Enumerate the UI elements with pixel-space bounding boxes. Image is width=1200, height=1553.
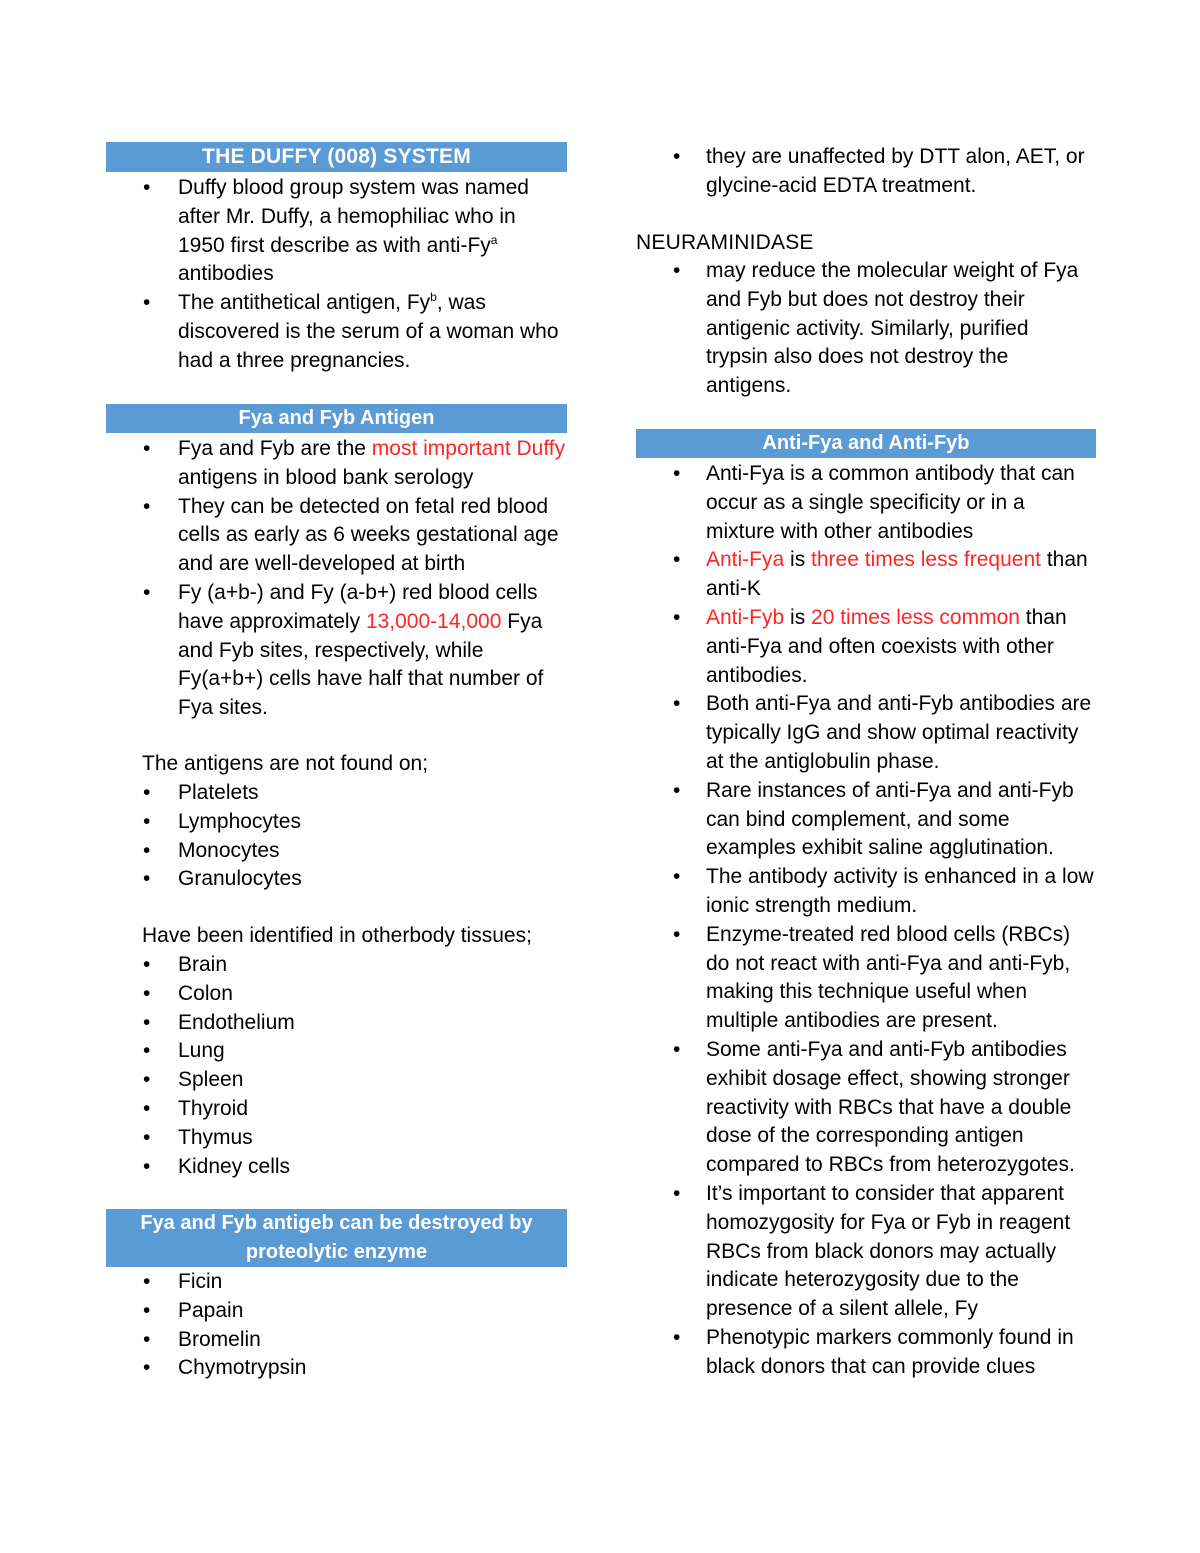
list-item: • Fy (a+b-) and Fy (a-b+) red blood cells have approximately 13,000-14,000 Fya and Fyb sites, respectively, while Fy(a+b+) cells have half that number of Fya sites. xyxy=(106,579,567,723)
list-item: • Ficin xyxy=(106,1268,567,1297)
list-item: • they are unaffected by DTT alon, AET, or glycine-acid EDTA treatment. xyxy=(636,143,1096,201)
list-item: • Kidney cells xyxy=(106,1153,567,1182)
list-item: • Granulocytes xyxy=(106,865,567,894)
list-item: • may reduce the molecular weight of Fya and Fyb but does not destroy their antigenic activity. Similarly, purified trypsin also does not destroy the antigens. xyxy=(636,257,1096,401)
antigen-header: Fya and Fyb Antigen xyxy=(106,404,567,433)
list-item: • The antithetical antigen, Fy$^b$, was discovered is the serum of a woman who had a three pregnancies. xyxy=(106,289,567,375)
neuraminidase-heading: NEURAMINIDASE xyxy=(636,231,814,254)
list-item: • Both anti-Fya and anti-Fyb antibodies are typically IgG and show optimal reactivity at the antiglobulin phase. xyxy=(636,690,1096,776)
list-item: • Phenotypic markers commonly found in black donors that can provide clues xyxy=(636,1324,1096,1382)
list-item: • Anti-Fya is three times less frequent than anti-K xyxy=(636,546,1096,604)
list-item: • Rare instances of anti-Fya and anti-Fyb can bind complement, and some examples exhibit saline agglutination. xyxy=(636,777,1096,863)
highlight-text: 20 times less common xyxy=(811,605,1020,629)
anti-header: Anti-Fya and Anti-Fyb xyxy=(636,429,1096,458)
list-item: • Spleen xyxy=(106,1066,567,1095)
highlight-text: Anti-Fyb xyxy=(706,605,785,629)
list-item: • They can be detected on fetal red blood cells as early as 6 weeks gestational age and are well-developed at birth xyxy=(106,493,567,579)
identified-label: Have been identified in otherbody tissues; xyxy=(142,924,532,947)
antigen-list xyxy=(106,435,567,723)
not-found-list xyxy=(106,779,567,894)
highlight-text: most important Duffy xyxy=(371,437,566,460)
list-item: • Duffy blood group system was named after Mr. Duffy, a hemophiliac who in 1950 first describe as with anti-Fy$^a$ antibodies xyxy=(106,174,567,289)
list-item: • Thymus xyxy=(106,1124,567,1153)
list-item: • Brain xyxy=(106,951,567,980)
list-item: • Papain xyxy=(106,1297,567,1326)
list-item: • Anti-Fya is a common antibody that can occur as a single specificity or in a mixture with other antibodies xyxy=(636,460,1096,546)
list-item: • Some anti-Fya and anti-Fyb antibodies exhibit dosage effect, showing stronger reactivity with RBCs that have a double dose of the corresponding antigen compared to RBCs from heterozygotes. xyxy=(636,1036,1096,1180)
highlight-text: three times less frequent xyxy=(811,548,1041,572)
list-item: • Anti-Fyb is 20 times less common than anti-Fya and often coexists with other antibodies. xyxy=(636,604,1096,690)
list-item: • Colon xyxy=(106,980,567,1009)
list-item: • It’s important to consider that apparent homozygosity for Fya or Fyb in reagent RBCs from black donors may actually indicate heterozygosity due to the presence of a silent allele, Fy xyxy=(636,1180,1096,1324)
highlight-text: Anti-Fya xyxy=(706,548,785,572)
list-item: • Platelets xyxy=(106,779,567,808)
list-item: • Monocytes xyxy=(106,837,567,866)
list-item: • Fya and Fyb are the most important Duffy antigens in blood bank serology xyxy=(106,435,567,493)
treatment-list xyxy=(636,143,1096,201)
anti-list xyxy=(636,460,1096,1382)
list-item: • Thyroid xyxy=(106,1095,567,1124)
enzyme-header: Fya and Fyb antigeb can be destroyed by proteolytic enzyme xyxy=(106,1209,567,1267)
list-item: • Endothelium xyxy=(106,1009,567,1038)
list-item: • Bromelin xyxy=(106,1326,567,1355)
list-item: • Lung xyxy=(106,1037,567,1066)
not-found-label: The antigens are not found on; xyxy=(142,752,429,775)
list-item: • The antibody activity is enhanced in a low ionic strength medium. xyxy=(636,863,1096,921)
list-item: • Chymotrypsin xyxy=(106,1354,567,1383)
list-item: • Lymphocytes xyxy=(106,808,567,837)
identified-list xyxy=(106,951,567,1181)
highlight-text: 13,000-14,000 xyxy=(365,609,502,633)
enzyme-list xyxy=(106,1268,567,1383)
list-item: • Enzyme-treated red blood cells (RBCs) do not react with anti-Fya and anti-Fyb, making this technique useful when multiple antibodies are present. xyxy=(636,921,1096,1036)
intro-list xyxy=(106,174,567,376)
neuraminidase-list xyxy=(636,257,1096,401)
section-title: THE DUFFY (008) SYSTEM xyxy=(106,142,567,172)
